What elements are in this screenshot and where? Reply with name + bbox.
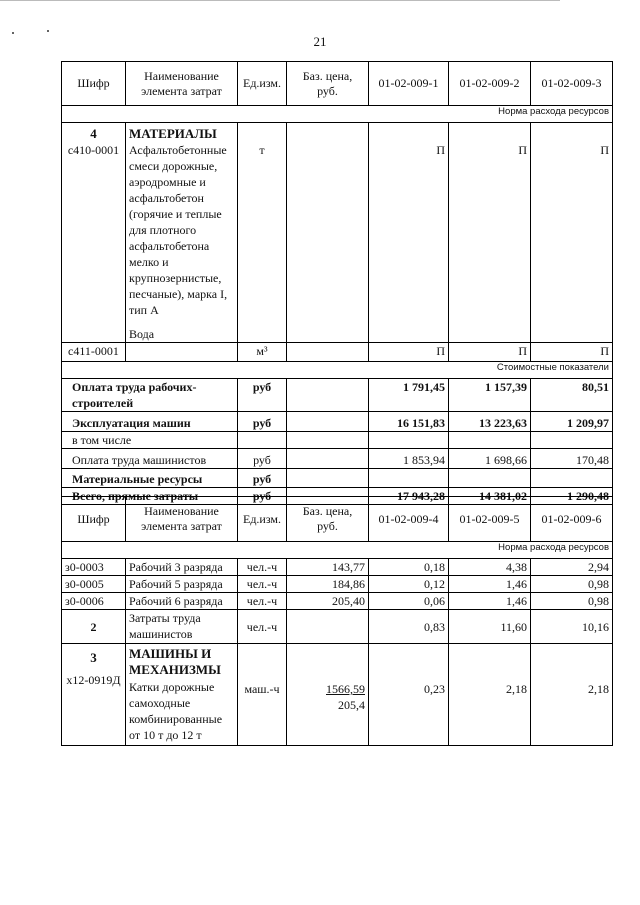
cost-including-col1 [369,432,449,449]
cost-including-col2 [449,432,531,449]
worker-code: з0-0005 [62,576,126,593]
cost-name-machines: Эксплуатация машин [62,412,238,432]
labor-val-col6: 10,16 [531,610,613,644]
resource-table-2 [61,496,613,746]
machine-price: 1566,59 205,4 [287,644,369,746]
machine-val-col4: 0,23 [369,644,449,746]
worker-name: Рабочий 5 разряда [126,576,238,593]
worker-row [62,559,613,576]
cost-labor-col3: 80,51 [531,379,613,412]
worker-val-col6: 0,98 [531,593,613,610]
header-col-4: 01-02-009-4 [369,497,449,542]
worker-price: 184,86 [287,576,369,593]
machines-row [62,644,613,746]
labor-code: 2 [62,610,126,644]
scan-speck [47,30,49,32]
machine-name-cell: МАШИНЫ И МЕХАНИЗМЫ Катки дорожные самоходные комбинированные от 10 т до 12 т [126,644,238,746]
cost-labor-col1: 1 791,45 [369,379,449,412]
worker-row [62,593,613,610]
cost-row-including [62,432,613,449]
header-unit: Ед.изм. [238,497,287,542]
norm-note-row [62,106,613,123]
cost-materials-col2 [449,469,531,488]
cost-price-materials [287,469,369,488]
cost-unit-operators: руб [238,449,287,469]
cost-operators-col1: 1 853,94 [369,449,449,469]
worker-unit: чел.-ч [238,576,287,593]
header-col-5: 01-02-009-5 [449,497,531,542]
cost-row-labor [62,379,613,412]
table-header-row [62,497,613,542]
worker-code: з0-0006 [62,593,126,610]
cost-note-row [62,362,613,379]
machine-val-col6: 2,18 [531,644,613,746]
header-col-2: 01-02-009-2 [449,62,531,106]
cost-materials-col3 [531,469,613,488]
material-unit-cell: т [238,123,287,343]
labor-price [287,610,369,644]
cost-machines-col2: 13 223,63 [449,412,531,432]
norm-note-row [62,542,613,559]
cost-price-machines [287,412,369,432]
materials-section-row [62,123,613,343]
cost-unit-including [238,432,287,449]
worker-val-col6: 0,98 [531,576,613,593]
header-name: Наименование элемента затрат [126,62,238,106]
material-val-col1: П [369,123,449,343]
cost-machines-col3: 1 209,97 [531,412,613,432]
worker-name: Рабочий 6 разряда [126,593,238,610]
worker-val-col5: 1,46 [449,593,531,610]
table-header-row [62,62,613,106]
worker-row [62,576,613,593]
water-name-spacer [126,343,238,362]
cost-note: Стоимостные показатели [62,362,613,379]
header-col-1: 01-02-009-1 [369,62,449,106]
cost-operators-col2: 1 698,66 [449,449,531,469]
machine-code-cell: 3 х12-0919Д [62,644,126,746]
cost-unit-total: руб [238,488,287,505]
header-name: Наименование элемента затрат [126,497,238,542]
header-unit: Ед.изм. [238,62,287,106]
header-price: Баз. цена, руб. [287,497,369,542]
header-code: Шифр [62,62,126,106]
worker-val-col4: 0,18 [369,559,449,576]
labor-name: Затраты труда машинистов [126,610,238,644]
cost-price-operators [287,449,369,469]
water-val-col2: П [449,343,531,362]
cost-operators-col3: 170,48 [531,449,613,469]
header-col-6: 01-02-009-6 [531,497,613,542]
cost-labor-col2: 1 157,39 [449,379,531,412]
cost-machines-col1: 16 151,83 [369,412,449,432]
worker-unit: чел.-ч [238,593,287,610]
labor-row [62,610,613,644]
machine-val-col5: 2,18 [449,644,531,746]
worker-val-col5: 4,38 [449,559,531,576]
cost-materials-col1 [369,469,449,488]
cost-total-col1: 17 943,28 [369,488,449,505]
cost-row-machines [62,412,613,432]
cost-row-materials [62,469,613,488]
cost-total-col3: 1 290,48 [531,488,613,505]
cost-name-labor: Оплата труда рабочих- строителей [62,379,238,412]
water-code: с411-0001 [62,343,126,362]
header-price: Баз. цена, руб. [287,62,369,106]
machine-unit: маш.-ч [238,644,287,746]
water-unit: м³ [238,343,287,362]
worker-val-col6: 2,94 [531,559,613,576]
worker-name: Рабочий 3 разряда [126,559,238,576]
cost-unit-materials: руб [238,469,287,488]
cost-price-labor [287,379,369,412]
header-code: Шифр [62,497,126,542]
labor-val-col4: 0,83 [369,610,449,644]
material-val-col2: П [449,123,531,343]
cost-unit-machines: руб [238,412,287,432]
cost-name-operators: Оплата труда машинистов [62,449,238,469]
worker-val-col4: 0,06 [369,593,449,610]
worker-val-col5: 1,46 [449,576,531,593]
cost-name-total: Всего, прямые затраты [62,488,238,505]
water-val-col3: П [531,343,613,362]
norm-note: Норма расхода ресурсов [62,106,613,123]
material-price-cell [287,123,369,343]
water-row [62,343,613,362]
cost-price-including [287,432,369,449]
header-col-3: 01-02-009-3 [531,62,613,106]
labor-unit: чел.-ч [238,610,287,644]
cost-total-col2: 14 381,02 [449,488,531,505]
top-rule [0,0,560,1]
cost-including-col3 [531,432,613,449]
page-number: 21 [313,34,327,49]
water-val-col1: П [369,343,449,362]
material-name-cell: МАТЕРИАЛЫ Асфальтобетонные смеси дорожные, аэродромные и асфальтобетон (горячие и теплые для плотного асфальтобетона мелко и крупнозернистые, песчаные), марка I, тип А Вода [126,123,238,343]
material-code-cell: 4 с410-0001 [62,123,126,343]
water-price [287,343,369,362]
worker-price: 143,77 [287,559,369,576]
worker-val-col4: 0,12 [369,576,449,593]
cost-unit-labor: руб [238,379,287,412]
cost-name-materials: Материальные ресурсы [62,469,238,488]
worker-price: 205,40 [287,593,369,610]
worker-unit: чел.-ч [238,559,287,576]
labor-val-col5: 11,60 [449,610,531,644]
cost-row-operators [62,449,613,469]
norm-note: Норма расхода ресурсов [62,542,613,559]
worker-code: з0-0003 [62,559,126,576]
cost-name-including: в том числе [62,432,238,449]
resource-table-1 [61,61,613,505]
material-val-col3: П [531,123,613,343]
